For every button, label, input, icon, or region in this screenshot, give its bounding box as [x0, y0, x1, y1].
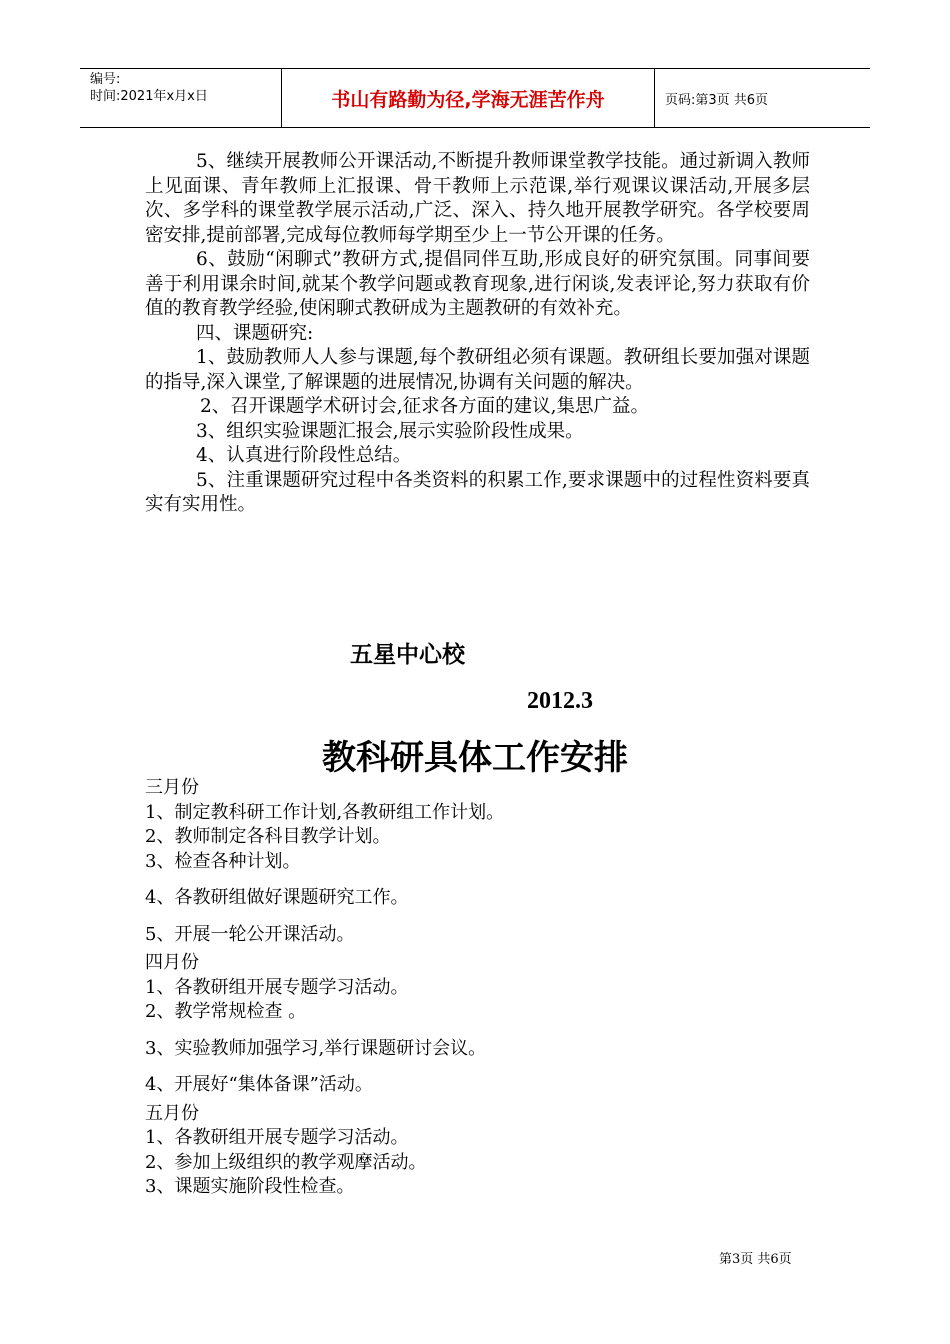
header-page-number: 页码:第3页 共6页 — [665, 92, 769, 108]
schedule-title: 教科研具体工作安排 — [322, 738, 628, 778]
list-item: 1、制定教科研工作计划,各教研组工作计划。 — [145, 801, 505, 823]
list-item: 5、开展一轮公开课活动。 — [145, 923, 355, 945]
paragraph: 6、鼓励“闲聊式”教研方式,提倡同伴互助,形成良好的研究氛围。同事间要善于利用课余时间,就某个教学问题或教育现象,进行闲谈,发表评论,努力获取有价值的教育教学经验,使闲聊式教研成为主题教研的有效补充。 — [145, 249, 810, 319]
paragraph: 3、组织实验课题汇报会,展示实验阶段性成果。 — [196, 420, 584, 442]
list-item: 2、教学常规检查 。 — [145, 1001, 307, 1022]
schedule-list — [145, 776, 845, 1200]
month-label: 三月份 — [145, 777, 199, 798]
list-item: 4、开展好“集体备课”活动。 — [145, 1074, 373, 1095]
month-label: 五月份 — [145, 1102, 199, 1124]
header-motto: 书山有路勤为径,学海无涯苦作舟 — [282, 69, 655, 127]
time-label: 时间:2021年x月x日 — [90, 89, 208, 104]
school-name: 五星中心校 — [350, 642, 465, 668]
paragraph: 5、继续开展教师公开课活动,不断提升教师课堂教学技能。通过新调入教师上见面课、青年教师上汇报课、骨干教师上示范课,举行观课议课活动,开展多层次、多学科的课堂教学展示活动,广泛、深入、持久地开展教学研究。各学校要周密安排,提前部署,完成每位教师每学期至少上一节公开课的任务。 — [145, 151, 810, 246]
paragraph: 2、召开课题学术研讨会,征求各方面的建议,集思广益。 — [200, 396, 650, 417]
footer-page-number: 第3页 共6页 — [719, 1252, 792, 1267]
list-item: 3、实验教师加强学习,举行课题研讨会议。 — [145, 1037, 487, 1059]
document-body — [145, 150, 810, 518]
list-item: 2、教师制定各科目教学计划。 — [145, 826, 391, 847]
header-meta — [80, 69, 282, 127]
document-date: 2012.3 — [527, 688, 593, 714]
list-item: 1、各教研组开展专题学习活动。 — [145, 1127, 409, 1148]
section-heading: 四、课题研究: — [196, 322, 314, 344]
list-item: 4、各教研组做好课题研究工作。 — [145, 887, 409, 908]
page-header — [80, 68, 870, 128]
paragraph: 1、鼓励教师人人参与课题,每个教研组必须有课题。教研组长要加强对课题的指导,深入课堂,了解课题的进展情况,协调有关问题的解决。 — [145, 347, 810, 393]
list-item: 3、课题实施阶段性检查。 — [145, 1176, 355, 1197]
paragraph: 5、注重课题研究过程中各类资料的积累工作,要求课题中的过程性资料要真实有实用性。 — [145, 469, 810, 515]
list-item: 2、参加上级组织的教学观摩活动。 — [145, 1151, 427, 1173]
list-item: 1、各教研组开展专题学习活动。 — [145, 976, 409, 998]
list-item: 3、检查各种计划。 — [145, 850, 301, 872]
paragraph: 4、认真进行阶段性总结。 — [196, 445, 412, 466]
month-label: 四月份 — [145, 952, 199, 973]
number-label: 编号: — [90, 72, 121, 87]
